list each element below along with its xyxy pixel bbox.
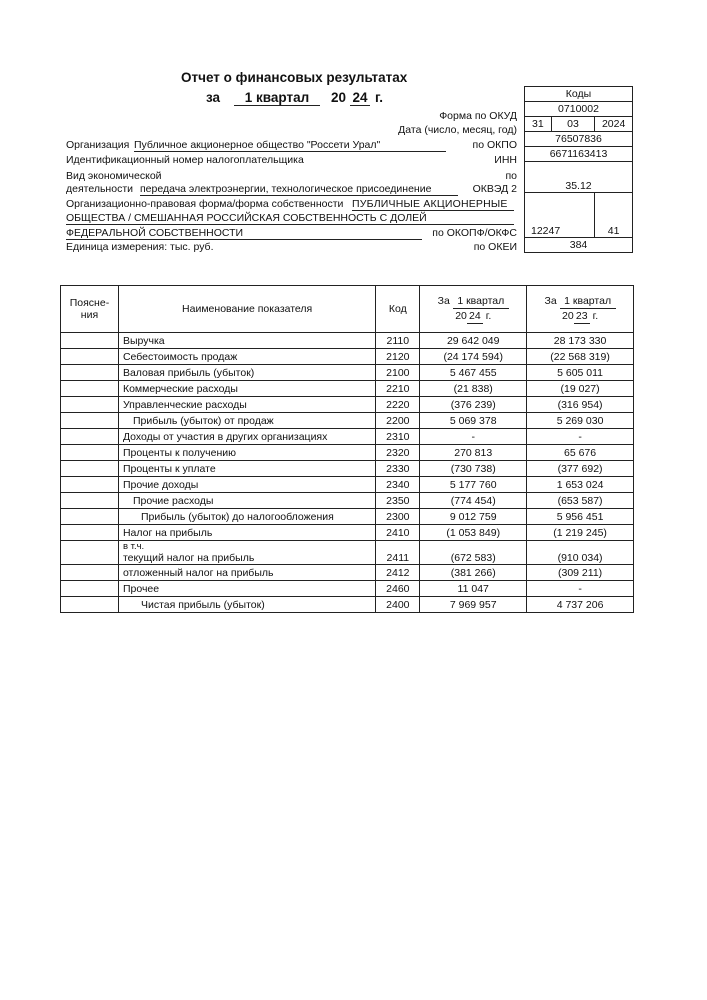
row-current-value: 9 012 759	[420, 509, 527, 525]
row-code: 2300	[376, 509, 420, 525]
year-suffix: 24	[350, 90, 370, 106]
org-name: Публичное акционерное общество "Россети Урал"	[134, 139, 446, 152]
row-name-text: Доходы от участия в других организациях	[122, 430, 328, 443]
row-previous-value: 1 653 024	[527, 477, 634, 493]
activity-value: передача электроэнергии, технологическое присоединение	[140, 183, 458, 196]
row-note	[61, 397, 119, 413]
row-code: 2400	[376, 597, 420, 613]
date-label: Дата (число, месяц, год)	[398, 124, 517, 136]
row-name	[118, 445, 375, 461]
inn-text: Идентификационный номер налогоплательщика	[66, 154, 304, 166]
table-row	[61, 565, 634, 581]
table-row	[61, 397, 634, 413]
col-cur-year: 24	[467, 309, 483, 324]
row-name-text: Прочие доходы	[122, 478, 199, 491]
row-name-prefix: в т.ч.	[122, 541, 145, 552]
row-name-text: Прибыль (убыток) до налогообложения	[140, 510, 334, 523]
row-current-value: 5 177 760	[420, 477, 527, 493]
okud-value: 0710002	[525, 102, 633, 117]
row-code: 2220	[376, 397, 420, 413]
row-name-text: Управленческие расходы	[122, 398, 247, 411]
col-prev-prefix: 20	[562, 310, 574, 322]
row-code: 2100	[376, 365, 420, 381]
row-note	[61, 333, 119, 349]
row-name	[118, 493, 375, 509]
row-name	[118, 349, 375, 365]
row-previous-value: -	[527, 581, 634, 597]
col-note-text: Поясне- ния	[69, 297, 110, 321]
row-code: 2350	[376, 493, 420, 509]
okfs-value: 41	[595, 193, 633, 238]
row-name	[118, 509, 375, 525]
form-value-1: ПУБЛИЧНЫЕ АКЦИОНЕРНЫЕ	[352, 198, 514, 211]
table-row	[61, 429, 634, 445]
row-name-text: Валовая прибыль (убыток)	[122, 366, 255, 379]
row-previous-value: 28 173 330	[527, 333, 634, 349]
row-current-value: 29 642 049	[420, 333, 527, 349]
col-current-header	[420, 286, 527, 333]
row-name	[118, 333, 375, 349]
row-current-value: (730 738)	[420, 461, 527, 477]
table-row	[61, 541, 634, 565]
row-code: 2120	[376, 349, 420, 365]
row-note	[61, 581, 119, 597]
report-title: Отчет о финансовых результатах	[181, 70, 408, 85]
row-previous-value: 65 676	[527, 445, 634, 461]
inn-value: 6671163413	[525, 147, 633, 162]
row-code: 2210	[376, 381, 420, 397]
row-name-text: Налог на прибыль	[122, 526, 213, 539]
okved-label: ОКВЭД 2	[472, 183, 517, 195]
form-value-3: ФЕДЕРАЛЬНОЙ СОБСТВЕННОСТИ	[66, 227, 422, 240]
okpo-value: 76507836	[525, 132, 633, 147]
row-previous-value: 4 737 206	[527, 597, 634, 613]
row-code: 2200	[376, 413, 420, 429]
activity-label-1: Вид экономической	[66, 170, 162, 182]
row-note	[61, 493, 119, 509]
row-note	[61, 597, 119, 613]
row-note	[61, 461, 119, 477]
row-code: 2330	[376, 461, 420, 477]
col-note-header	[61, 286, 119, 333]
activity-label-2: деятельности	[66, 183, 133, 195]
table-row	[61, 477, 634, 493]
col-previous-header	[527, 286, 634, 333]
col-cur-period: 1 квартал	[453, 294, 509, 309]
table-row	[61, 597, 634, 613]
col-name-header: Наименование показателя	[118, 286, 375, 333]
table-row	[61, 461, 634, 477]
date-year: 2024	[595, 117, 633, 132]
row-current-value: -	[420, 429, 527, 445]
row-current-value: 5 467 455	[420, 365, 527, 381]
row-note	[61, 445, 119, 461]
row-code: 2320	[376, 445, 420, 461]
col-cur-za: За	[437, 295, 450, 307]
row-name-text: Выручка	[122, 334, 165, 347]
col-code-header: Код	[376, 286, 420, 333]
row-name-text: текущий налог на прибыль	[122, 552, 255, 564]
table-row	[61, 413, 634, 429]
col-prev-year: 23	[574, 309, 590, 324]
col-cur-unit: г.	[485, 310, 492, 322]
row-note	[61, 525, 119, 541]
table-row	[61, 365, 634, 381]
row-name	[118, 541, 375, 565]
okud-label: Форма по ОКУД	[439, 110, 517, 122]
table-row	[61, 349, 634, 365]
row-previous-value: (309 211)	[527, 565, 634, 581]
okei-value: 384	[525, 238, 633, 253]
row-current-value: (376 239)	[420, 397, 527, 413]
row-current-value: (381 266)	[420, 565, 527, 581]
row-code: 2310	[376, 429, 420, 445]
row-name	[118, 565, 375, 581]
row-note	[61, 477, 119, 493]
row-name-text: Проценты к получению	[122, 446, 237, 459]
date-day: 31	[525, 117, 552, 132]
date-month: 03	[551, 117, 595, 132]
row-current-value: 270 813	[420, 445, 527, 461]
col-prev-period: 1 квартал	[560, 294, 616, 309]
col-cur-prefix: 20	[455, 310, 467, 322]
col-prev-unit: г.	[592, 310, 599, 322]
row-previous-value: (22 568 319)	[527, 349, 634, 365]
row-previous-value: (653 587)	[527, 493, 634, 509]
row-current-value: 5 069 378	[420, 413, 527, 429]
table-row	[61, 493, 634, 509]
table-row	[61, 445, 634, 461]
okpo-label: по ОКПО	[472, 139, 517, 151]
row-previous-value: (316 954)	[527, 397, 634, 413]
row-note	[61, 365, 119, 381]
row-name	[118, 413, 375, 429]
table-row	[61, 381, 634, 397]
row-name	[118, 597, 375, 613]
row-previous-value: (1 219 245)	[527, 525, 634, 541]
row-previous-value: -	[527, 429, 634, 445]
row-note	[61, 509, 119, 525]
col-prev-za: За	[544, 295, 557, 307]
row-name-text: Проценты к уплате	[122, 462, 216, 475]
year-prefix: 20	[331, 90, 347, 105]
row-previous-value: 5 605 011	[527, 365, 634, 381]
inn-label: ИНН	[494, 154, 517, 166]
row-name	[118, 581, 375, 597]
row-code: 2110	[376, 333, 420, 349]
row-note	[61, 541, 119, 565]
row-note	[61, 565, 119, 581]
form-label: Организационно-правовая форма/форма собственности	[66, 198, 344, 210]
row-name	[118, 397, 375, 413]
row-current-value: 7 969 957	[420, 597, 527, 613]
row-current-value: 11 047	[420, 581, 527, 597]
financial-results-table	[60, 285, 634, 613]
period-za: за	[206, 90, 221, 105]
row-previous-value: 5 269 030	[527, 413, 634, 429]
okei-label: по ОКЕИ	[473, 241, 517, 253]
table-row	[61, 509, 634, 525]
okopf-label: по ОКОПФ/ОКФС	[432, 227, 517, 239]
row-name-text: Прочие расходы	[132, 494, 214, 507]
row-current-value: (774 454)	[420, 493, 527, 509]
row-previous-value: (910 034)	[527, 541, 634, 565]
codes-table	[524, 86, 633, 253]
row-name-text: Прибыль (убыток) от продаж	[132, 414, 274, 427]
row-note	[61, 429, 119, 445]
row-name	[118, 429, 375, 445]
row-name	[118, 525, 375, 541]
row-name-text: Коммерческие расходы	[122, 382, 238, 395]
row-name-text: Прочее	[122, 582, 160, 595]
form-value-2: ОБЩЕСТВА / СМЕШАННАЯ РОССИЙСКАЯ СОБСТВЕННОСТЬ С ДОЛЕЙ	[66, 212, 514, 225]
period-value: 1 квартал	[234, 90, 320, 106]
org-label: Организация	[66, 139, 130, 151]
table-row	[61, 333, 634, 349]
row-name	[118, 381, 375, 397]
row-code: 2412	[376, 565, 420, 581]
row-code: 2340	[376, 477, 420, 493]
okved-value: 35.12	[525, 162, 633, 193]
row-previous-value: 5 956 451	[527, 509, 634, 525]
row-current-value: (1 053 849)	[420, 525, 527, 541]
row-current-value: (672 583)	[420, 541, 527, 565]
row-current-value: (24 174 594)	[420, 349, 527, 365]
row-previous-value: (377 692)	[527, 461, 634, 477]
row-name	[118, 461, 375, 477]
row-current-value: (21 838)	[420, 381, 527, 397]
okved-po: по	[505, 170, 517, 182]
row-name-text: Чистая прибыль (убыток)	[140, 598, 265, 611]
row-name-text: Себестоимость продаж	[122, 350, 238, 363]
table-row	[61, 525, 634, 541]
row-code: 2411	[376, 541, 420, 565]
row-previous-value: (19 027)	[527, 381, 634, 397]
row-code: 2460	[376, 581, 420, 597]
row-name	[118, 477, 375, 493]
row-code: 2410	[376, 525, 420, 541]
table-row	[61, 581, 634, 597]
row-name-text: отложенный налог на прибыль	[122, 566, 274, 579]
unit-label: Единица измерения: тыс. руб.	[66, 241, 214, 253]
row-note	[61, 381, 119, 397]
row-note	[61, 413, 119, 429]
row-name	[118, 365, 375, 381]
row-note	[61, 349, 119, 365]
year-unit: г.	[375, 90, 384, 105]
codes-heading: Коды	[525, 87, 633, 102]
okopf-value: 12247	[525, 193, 595, 238]
